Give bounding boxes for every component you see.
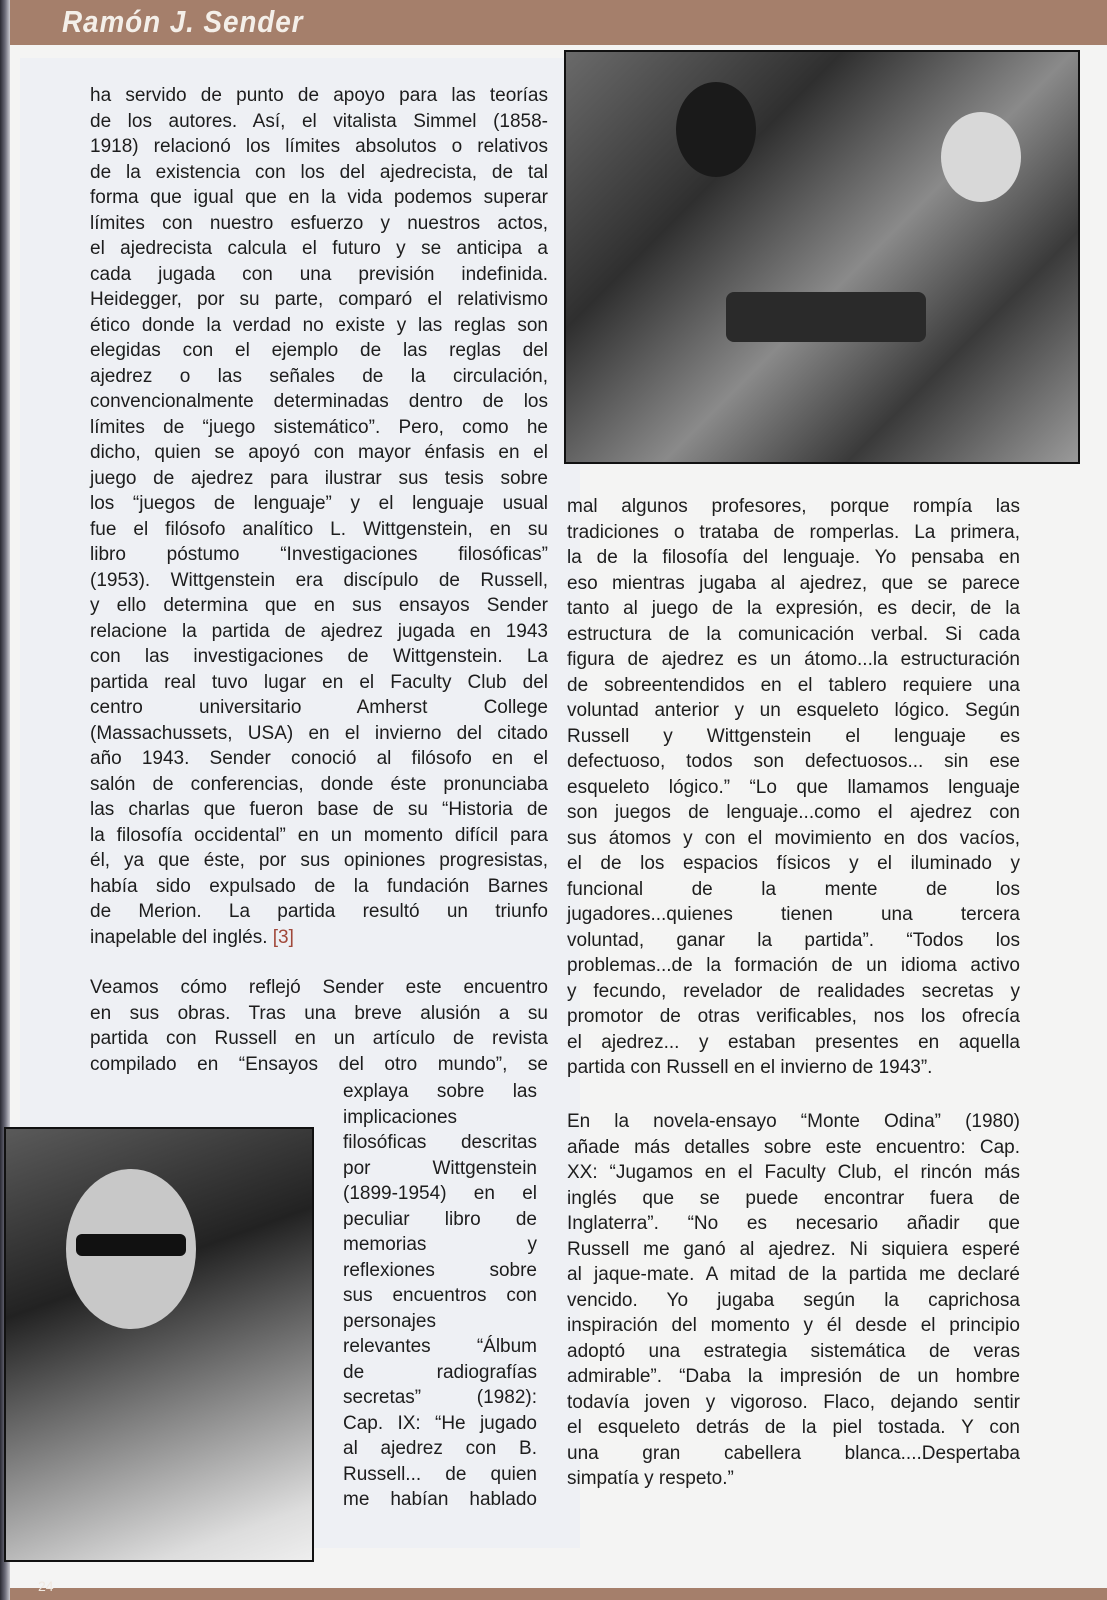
text-line [343, 1462, 537, 1488]
text-line [567, 749, 1020, 775]
left-column-text [90, 83, 548, 950]
line-text: son juegos de lenguaje...como el ajedrez con [567, 802, 1020, 823]
text-line [567, 1339, 1020, 1365]
line-text: ha servido de punto de apoyo para las teorías [90, 85, 548, 106]
line-text: de radiografías [343, 1361, 537, 1383]
line-text: la de la filosofía del lenguaje. Yo pensaba en [567, 547, 1020, 568]
line-text: En la novela-ensayo “Monte Odina” (1980) [567, 1111, 1020, 1132]
line-text: relevantes “Álbum [343, 1336, 537, 1357]
text-line [567, 494, 1020, 520]
line-text: Inglaterra”. “No es necesario añadir que [567, 1213, 1020, 1234]
line-text: voluntad anterior y un esqueleto lógico. Según [567, 700, 1020, 721]
line-text: jugadores...quienes tienen una tercera [567, 904, 1020, 925]
line-text: centro universitario Amherst College [90, 697, 548, 718]
text-line [567, 877, 1020, 903]
line-text: y ello determina que en sus ensayos Sender [90, 595, 548, 616]
text-line [90, 899, 548, 925]
text-line [567, 647, 1020, 673]
line-text: promotor de otras verificables, nos los ofrecía [567, 1006, 1020, 1027]
right-column-text [567, 494, 1020, 1081]
text-line [343, 1079, 537, 1105]
text-line [90, 262, 548, 288]
text-line [567, 1415, 1020, 1441]
text-line [90, 389, 548, 415]
line-text: funcional de la mente de los [567, 878, 1020, 900]
line-text: inglés que se puede encontrar fuera de [567, 1187, 1020, 1209]
text-line [567, 902, 1020, 928]
text-line [567, 979, 1020, 1005]
text-line [343, 1487, 537, 1513]
line-text: todavía joven y vigoroso. Flaco, dejando sentir [567, 1391, 1020, 1413]
text-line [90, 644, 548, 670]
text-line [90, 925, 548, 951]
line-text: eso mientras jugaba al ajedrez, que se parece [567, 572, 1020, 594]
line-text: sus encuentros con [343, 1285, 537, 1306]
text-line [90, 338, 548, 364]
line-text: sus átomos y con el movimiento en dos vacíos, [567, 827, 1020, 849]
line-text: simpatía y respeto.” [567, 1468, 734, 1489]
text-line [90, 975, 548, 1001]
section-title: Ramón J. Sender [62, 4, 304, 39]
text-line [567, 800, 1020, 826]
text-line [567, 775, 1020, 801]
line-text: estructura de la comunicación verbal. Si cada [567, 623, 1020, 645]
line-text: esqueleto lógico.” “Lo que llamamos lenguaje [567, 776, 1020, 798]
text-line [343, 1105, 537, 1131]
line-text: el ajedrecista calcula el futuro y se anticipa a [90, 238, 548, 259]
text-line [343, 1411, 537, 1437]
text-line [343, 1283, 537, 1309]
line-text: voluntad, ganar la partida”. “Todos los [567, 929, 1020, 951]
text-line [90, 1001, 548, 1027]
text-line [567, 928, 1020, 954]
line-text: partida real tuvo lugar en el Faculty Club del [90, 671, 548, 693]
line-text: tradiciones o trataba de romperlas. La primera, [567, 521, 1020, 543]
text-line [343, 1181, 537, 1207]
text-line [90, 542, 548, 568]
text-line [343, 1130, 537, 1156]
line-text: implicaciones [343, 1106, 458, 1128]
text-line [90, 874, 548, 900]
line-text: por Wittgenstein [343, 1157, 537, 1179]
line-text: salón de conferencias, donde éste pronunciaba [90, 773, 548, 795]
text-line [343, 1360, 537, 1386]
text-line [90, 848, 548, 874]
text-line [90, 236, 548, 262]
text-line [90, 797, 548, 823]
text-line [567, 1030, 1020, 1056]
line-text: Russell... de quien [343, 1463, 537, 1485]
line-text: dicho, quien se apoyó con mayor énfasis en el [90, 442, 548, 463]
footer-band [10, 1588, 1107, 1600]
line-text: ético donde la verdad no existe y las reglas son [90, 314, 548, 336]
footnote-reference[interactable]: [3] [272, 926, 294, 948]
text-line [90, 772, 548, 798]
line-text: tanto al juego de la expresión, es decir, de la [567, 598, 1020, 619]
line-text: el ajedrez... y estaban presentes en aquella [567, 1031, 1020, 1053]
text-line [567, 545, 1020, 571]
line-text: en sus obras. Tras una breve alusión a su [90, 1002, 548, 1024]
text-line [567, 622, 1020, 648]
text-line [567, 1237, 1020, 1263]
line-text: relacione la partida de ajedrez jugada en 1943 [90, 620, 548, 642]
text-line [90, 491, 548, 517]
line-text: Cap. IX: “He jugado [343, 1412, 537, 1434]
text-line [567, 1313, 1020, 1339]
line-text: elegidas con el ejemplo de las reglas del [90, 340, 548, 361]
line-text: los “juegos de lenguaje” y el lenguaje usual [90, 493, 548, 514]
line-text: explaya sobre las [343, 1081, 537, 1102]
left-column-second-paragraph [90, 975, 548, 1077]
line-text: año 1943. Sender conoció al filósofo en el [90, 748, 548, 769]
line-text: Russell me ganó al ajedrez. Ni siquiera esperé [567, 1238, 1020, 1260]
text-line [567, 571, 1020, 597]
line-text: juego de ajedrez para ilustrar sus tesis sobre [90, 467, 548, 489]
line-text: peculiar libro de [343, 1208, 537, 1230]
text-line [90, 109, 548, 135]
line-text: memorias y [343, 1234, 537, 1255]
line-text: compilado en “Ensayos del otro mundo”, se [90, 1053, 548, 1075]
photo-sender-portrait [4, 1127, 314, 1562]
text-line [90, 211, 548, 237]
line-text: había sido expulsado de la fundación Barnes [90, 875, 548, 897]
line-text: personajes [343, 1310, 436, 1332]
text-line [343, 1385, 537, 1411]
line-text: con las investigaciones de Wittgenstein. La [90, 646, 548, 667]
text-line [567, 1160, 1020, 1186]
text-line [343, 1258, 537, 1284]
text-line [567, 1262, 1020, 1288]
text-line [343, 1436, 537, 1462]
line-text: añade más detalles sobre este encuentro: Cap. [567, 1136, 1020, 1158]
text-line [567, 673, 1020, 699]
line-text: de la existencia con los del ajedrecista, de tal [90, 161, 548, 183]
line-text: al ajedrez con B. [343, 1438, 537, 1459]
text-line [90, 695, 548, 721]
text-line [567, 724, 1020, 750]
line-text: el de los espacios físicos y el iluminado y [567, 853, 1020, 874]
line-text: las charlas que fueron base de su “Historia de [90, 799, 548, 820]
line-text: límites de “juego sistemático”. Pero, como he [90, 416, 548, 438]
line-text: forma que igual que en la vida podemos superar [90, 187, 548, 208]
line-text: partida con Russell en un artículo de revista [90, 1028, 548, 1049]
text-line [90, 415, 548, 441]
line-text: figura de ajedrez es un átomo...la estructuración [567, 649, 1020, 670]
text-line [90, 83, 548, 109]
line-text: y fecundo, revelador de realidades secretas y [567, 980, 1020, 1002]
line-text: ajedrez o las señales de la circulación, [90, 365, 548, 387]
text-line [567, 1288, 1020, 1314]
text-line [567, 1211, 1020, 1237]
text-line [567, 1186, 1020, 1212]
text-line [567, 953, 1020, 979]
text-line [90, 313, 548, 339]
line-text: vencido. Yo jugaba según la caprichosa [567, 1289, 1020, 1311]
line-text: Veamos cómo reflejó Sender este encuentro [90, 977, 548, 998]
header-band [10, 0, 1107, 45]
page-number: 24 [38, 1578, 54, 1594]
text-line [343, 1207, 537, 1233]
text-line [343, 1334, 537, 1360]
text-line [567, 1055, 1020, 1081]
text-line [90, 466, 548, 492]
text-line [90, 185, 548, 211]
line-text: filosóficas descritas [343, 1132, 537, 1153]
line-text: problemas...de la formación de un idioma activo [567, 955, 1020, 976]
text-line [90, 823, 548, 849]
text-line [90, 1026, 548, 1052]
line-text: defectuoso, todos son defectuosos... sin ese [567, 751, 1020, 772]
text-line [90, 134, 548, 160]
photo-chess-game [564, 50, 1080, 464]
line-text: XX: “Jugamos en el Faculty Club, el rincón más [567, 1162, 1020, 1183]
line-text: el esqueleto detrás de la piel tostada. Y con [567, 1417, 1020, 1438]
text-line [567, 1441, 1020, 1467]
line-text: convencionalmente determinadas dentro de los [90, 391, 548, 412]
text-line [567, 1109, 1020, 1135]
line-text: libro póstumo “Investigaciones filosóficas” [90, 544, 548, 565]
line-text: inspiración del momento y él desde el principio [567, 1315, 1020, 1336]
text-line [90, 440, 548, 466]
line-text: la filosofía occidental” en un momento difícil para [90, 824, 548, 846]
line-text: Russell y Wittgenstein el lenguaje es [567, 725, 1020, 747]
line-text: de los autores. Así, el vitalista Simmel (1858- [90, 110, 548, 132]
line-text: me habían hablado [343, 1489, 537, 1510]
text-line [90, 670, 548, 696]
right-column-second-paragraph [567, 1109, 1020, 1492]
text-line [567, 851, 1020, 877]
line-text: cada jugada con una previsión indefinida. [90, 263, 548, 285]
text-line [567, 826, 1020, 852]
line-text: partida con Russell en el invierno de 1943”. [567, 1057, 933, 1078]
text-line [567, 698, 1020, 724]
text-line [343, 1232, 537, 1258]
line-text: 1918) relacionó los límites absolutos o relativos [90, 136, 548, 157]
text-line [90, 619, 548, 645]
text-line [343, 1309, 537, 1335]
text-line [90, 568, 548, 594]
text-line [90, 746, 548, 772]
text-line [567, 1390, 1020, 1416]
text-line [90, 1052, 548, 1078]
line-text: (1899-1954) en el [343, 1183, 537, 1204]
text-line [567, 520, 1020, 546]
line-text: de sobreentendidos en el tablero requiere una [567, 674, 1020, 696]
line-text: Heidegger, por su parte, comparó el relativismo [90, 289, 548, 310]
line-text: admirable”. “Daba la impresión de un hombre [567, 1366, 1020, 1387]
text-line [567, 1135, 1020, 1161]
line-text: límites con nuestro esfuerzo y nuestros actos, [90, 212, 548, 234]
line-text: inapelable del inglés. [90, 926, 268, 948]
line-text: una gran cabellera blanca....Despertaba [567, 1442, 1020, 1464]
text-line [90, 160, 548, 186]
line-text: (Massachussets, USA) en el invierno del citado [90, 722, 548, 744]
text-line [567, 1466, 1020, 1492]
text-line [90, 517, 548, 543]
line-text: (1953). Wittgenstein era discípulo de Russell, [90, 569, 548, 591]
line-text: adoptó una estrategia sistemática de veras [567, 1340, 1020, 1362]
text-line [343, 1156, 537, 1182]
line-text: reflexiones sobre [343, 1259, 537, 1281]
line-text: secretas” (1982): [343, 1387, 537, 1408]
line-text: mal algunos profesores, porque rompía las [567, 496, 1020, 517]
text-line [90, 721, 548, 747]
line-text: él, ya que éste, por sus opiniones progresistas, [90, 850, 548, 871]
line-text: de Merion. La partida resultó un triunfo [90, 901, 548, 922]
text-line [567, 1004, 1020, 1030]
text-line [567, 596, 1020, 622]
text-line [567, 1364, 1020, 1390]
line-text: fue el filósofo analítico L. Wittgenstein, en su [90, 518, 548, 540]
text-line [90, 364, 548, 390]
text-line [90, 593, 548, 619]
narrow-wrap-text [343, 1079, 537, 1513]
line-text: al jaque-mate. A mitad de la partida me declaré [567, 1264, 1020, 1285]
text-line [90, 287, 548, 313]
